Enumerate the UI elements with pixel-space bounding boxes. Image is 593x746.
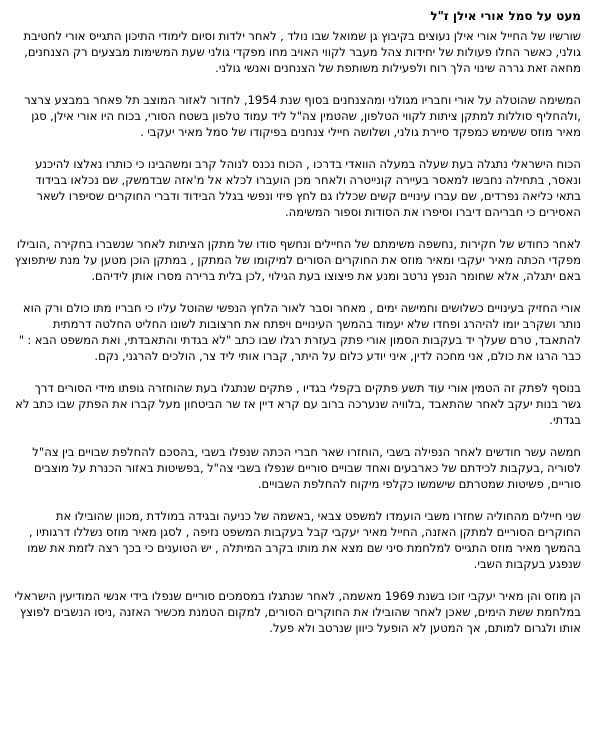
paragraph: אורי החזיק בעינויים כשלושים וחמישה ימים , מאחר וסבר לאור הלחץ הנפשי שהוטל עליו כי חבריו מתו כולם ורק הוא נותר ושקרב יומו להיהרג ופחדו שלא יעמוד בהמשך העינויים ויפתח את חרצובות לשונו החליט החלטה דרמתית להתאבד, טרם שעלך יד בעקבות הסמון אורי פתק בעזרת רגלו שבו כתב "לא בגדתי והתאבדתי, ואת המשפט הבא : " כבר הרגו את כולם, אני מחכה לדין, איני יודע כלום על היתר, קברו אותי ליד צר, הולכים להרגני, נקם. <box>18 301 581 363</box>
paragraph: שורשיו של החייל אורי אילן נעוצים בקיבוץ גן שמואל שבו נולד , לאחר ילדות וסיום לימודי התיכון התגייס אורי לחטיבת גולני, כאשר החלו פעולות של יחידות צהל מעבר לקווי האויב מחו מפקדי גולני שעת המשימות מבצעים רק הצנחנים, מחאה זאת גררה שינוי הלך רוח ולפעילות משותפת של הצנחנים ואנשי גולני. <box>23 29 581 75</box>
paragraph: המשימה שהוטלה על אורי וחבריו מגולני ומהצנחנים בסוף שנת 1954, לחדור לאזור המוצב תל פאחר במבצע צרצר ,ולהחליף סוללות למתקן ציתות לקווי הטלפון, שהטמין צה"ל ליד עמוד טלפון בשטח הסורי, בכוח היו אורי אילן, סגן מאיר מוזס ששימש כמפקד סיירת גולני, ושלושה חיילי צנחנים בפיקודו של סמל מאיר יעקבי . <box>24 93 581 139</box>
paragraph: לאחר כחודש של חקירות ,נחשפה משימתם של החיילים ונחשף סודו של מתקן הציתות לאחר שנשברו בחקירה ,הובילו מפקדי הכתה מאיר יעקבי ומאיר מוזס את החוקרים הסורים למיקומו של המתקן , במתקן הוכן מטען על מנת שיתפוצץ באם יתגלה, אלא שחומר הנפץ נרטב ומנע את פיצוצו בעת הגילוי ,לכן בלית ברירה מסרו אותן לידיהם. <box>14 237 581 283</box>
paragraph: הן מוזס והן מאיר יעקבי זוכו בשנת 1969 מאשמה, לאחר שנתגלו במסמכים סוריים שנפלו בידי אנשי המודיעין הישראלי במלחמת ששת הימים, שאכן לאחר שהובילו את החוקרים הסורים, למקום הטמנת מכשיר האזנה ,ניסו הנשבים לפוצץ אותו ולגרום למותם, אך המטען לא הופעל כיוון שנרטב ולא פעל. <box>14 589 581 635</box>
page-title: מעט על סמל אורי אילן ז"ל <box>430 9 581 23</box>
paragraph: בנוסף לפתק זה הטמין אורי עוד תשע פתקים בקפלי בגדיו , פתקים שנתגלו בעת שהוחזרה גופתו מידי הסורים דרך גשר בנות יעקב לאחר שהתאבד ,בלוויה שנערכה ברוב עם קרא דיין אז שר הביטחון מעל קברו את הפתק שבו כתב לא בגדתי. <box>15 381 581 427</box>
paragraph: הכוח הישראלי נתגלה בעת שעלה במעלה הוואדי בדרכו , הכוח נכנס לנוהל קרב ומשהבינו כי כותרו נאלצו להיכנע ונאסר, בתחילה נחבשו למאסר בעיירה קונייטרה ולאחר מכן הועברו לכלא אל מ'אזה שבדמשק, שם נכלאו בבידוד בתאי כליאה נפרדים, שם עברו עינויים קשים שכללו גם לחץ פיזי ונפשי בגלל הבידוד ודברי החוקרים שסיפרו לשאר האסירים כי חבריהם דיברו וסיפרו את הסודות וספור המשימה. <box>35 157 581 219</box>
paragraph: חמשה עשר חודשים לאחר הנפילה בשבי ,הוחזרו שאר חברי הכתה שנפלו בשבי ,בהסכם להחלפת שבויים בין צה"ל לסוריה ,בעקבות לכידתם של כארבעים ואחד שבויים סוריים שנפלו בשבי צה"ל ,בפשיטות באזור הכנרת על מוצבים סוריים, פשיטות שמטרתם שישמשו כקלפי מיקוח להחלפת השבויים. <box>32 445 581 491</box>
paragraph: שני חיילים מהחוליה שחזרו משבי הועמדו למשפט צבאי ,באשמה של כניעה ובגידה במולדת ,מכוון שהובילו את החוקרים הסוריים למתקן האזנה, החייל מאיר יעקבי קבל בעקבות המשפט נזיפה , לסגן מאיר מוזס נשללו דרגותיו , בהמשך מאיר מוזס התגייס למלחמת סיני שם מצא את מותו בקרב המיתלה , יש הטוענים כי בכך רצה לזמת את שמו שנפגע בעקבות השבי. <box>27 509 581 571</box>
